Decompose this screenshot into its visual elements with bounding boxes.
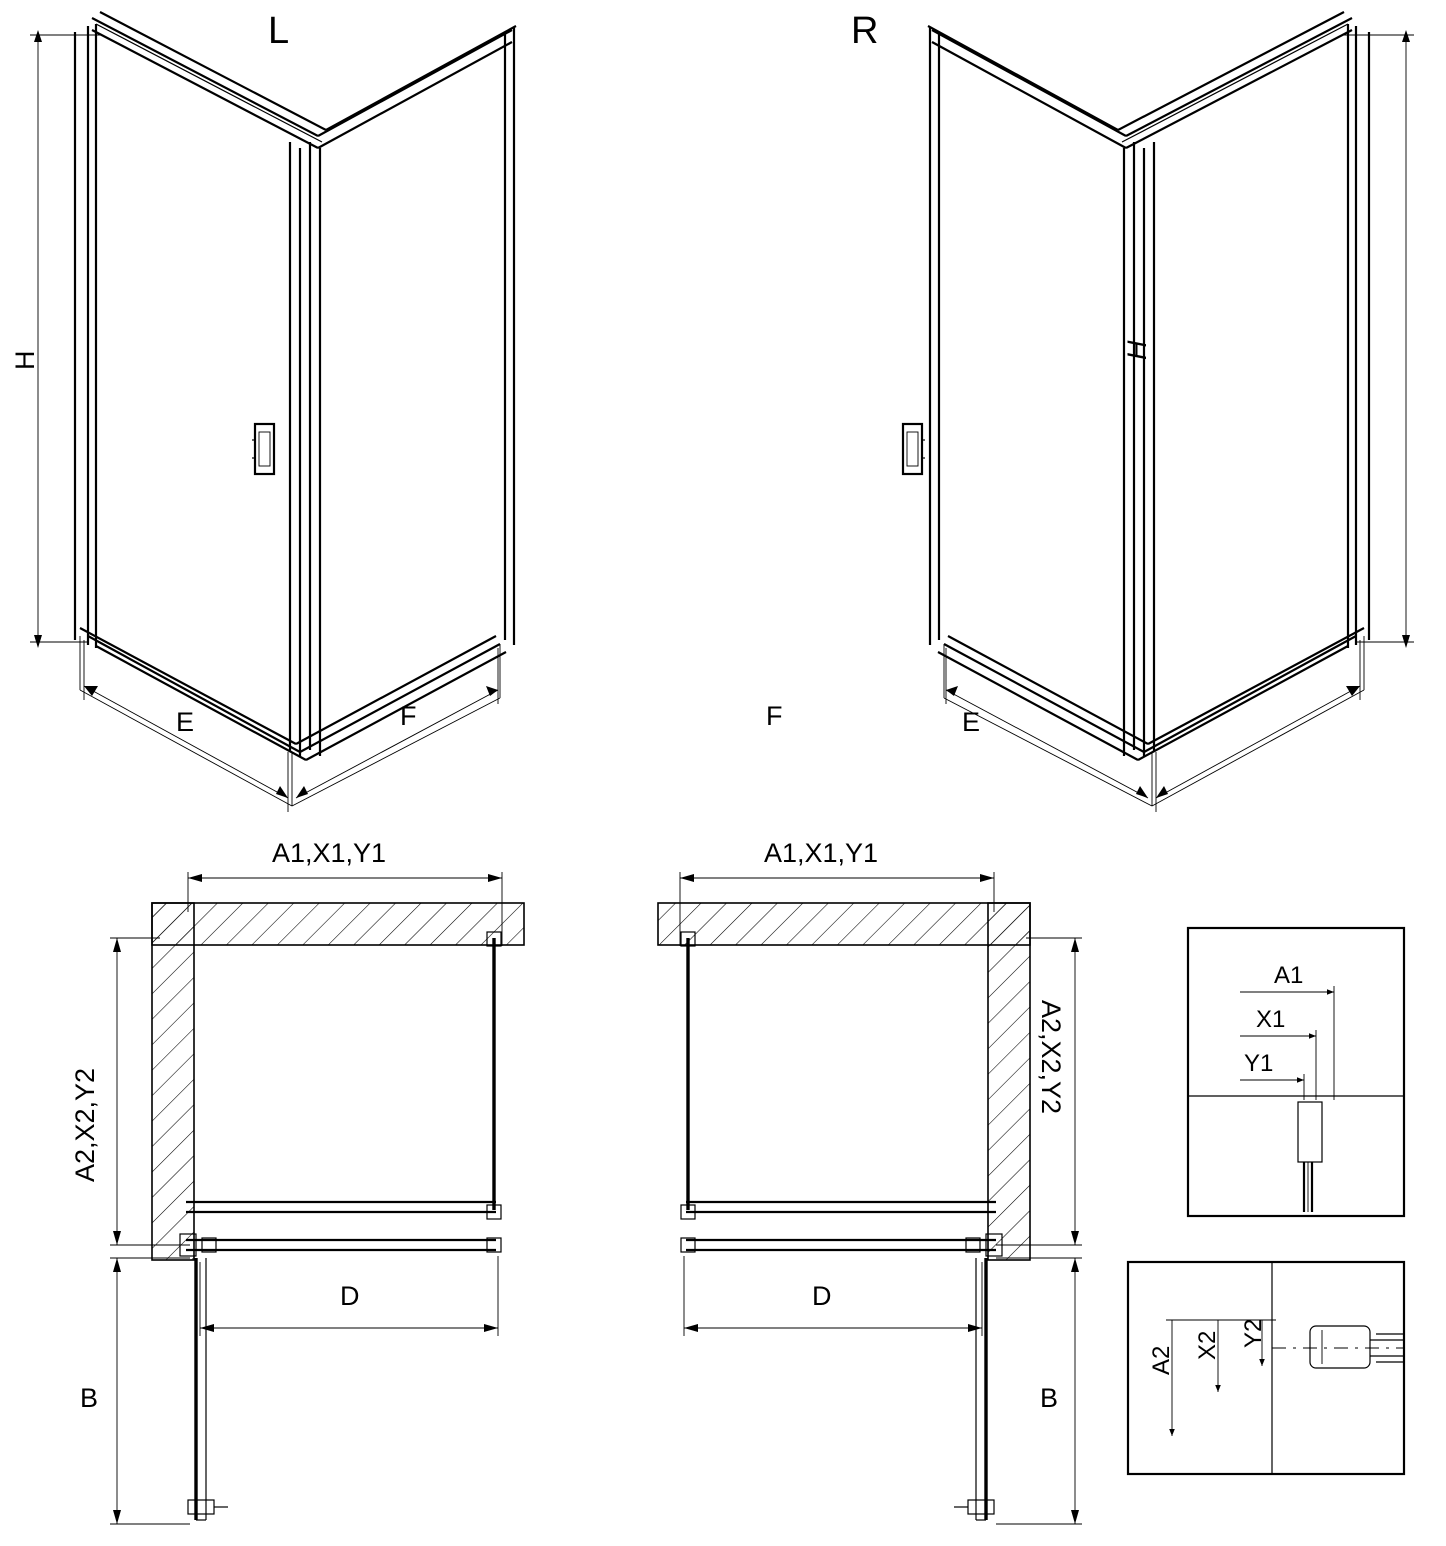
door-handle-right: [903, 424, 925, 474]
label-iso-left-f: F: [400, 701, 417, 731]
label-height-left: H: [10, 350, 40, 370]
label-plan-right-door-dim: B: [1040, 1383, 1059, 1413]
label-detail-top-x1: X1: [1256, 1006, 1286, 1033]
plan-left: [110, 872, 524, 1524]
label-detail-bottom-y2: Y2: [1240, 1318, 1267, 1348]
label-plan-right-top-dim: A1,X1,Y1: [764, 838, 879, 868]
label-iso-right-e: E: [962, 707, 981, 737]
label-plan-left-door-dim: B: [80, 1383, 99, 1413]
label-detail-bottom-x2: X2: [1194, 1330, 1221, 1360]
label-title-right: R: [851, 10, 879, 52]
label-detail-top-a1: A1: [1274, 962, 1304, 989]
door-handle-left: [252, 424, 274, 474]
label-iso-left-e: E: [176, 707, 195, 737]
label-height-right: H: [1122, 340, 1152, 360]
label-plan-left-top-dim: A1,X1,Y1: [272, 838, 387, 868]
label-title-left: L: [268, 10, 290, 52]
label-plan-right-inner-dim: D: [812, 1281, 832, 1311]
iso-right-enclosure: [903, 12, 1414, 812]
label-plan-right-side-dim: A2,X2,Y2: [1036, 1000, 1066, 1115]
iso-left-enclosure: [30, 12, 516, 812]
label-plan-left-inner-dim: D: [340, 1281, 360, 1311]
label-detail-bottom-a2: A2: [1148, 1345, 1175, 1375]
plan-right: [658, 872, 1082, 1524]
label-detail-top-y1: Y1: [1244, 1050, 1274, 1077]
label-iso-right-f: F: [766, 701, 783, 731]
label-plan-left-side-dim: A2,X2,Y2: [70, 1067, 100, 1182]
